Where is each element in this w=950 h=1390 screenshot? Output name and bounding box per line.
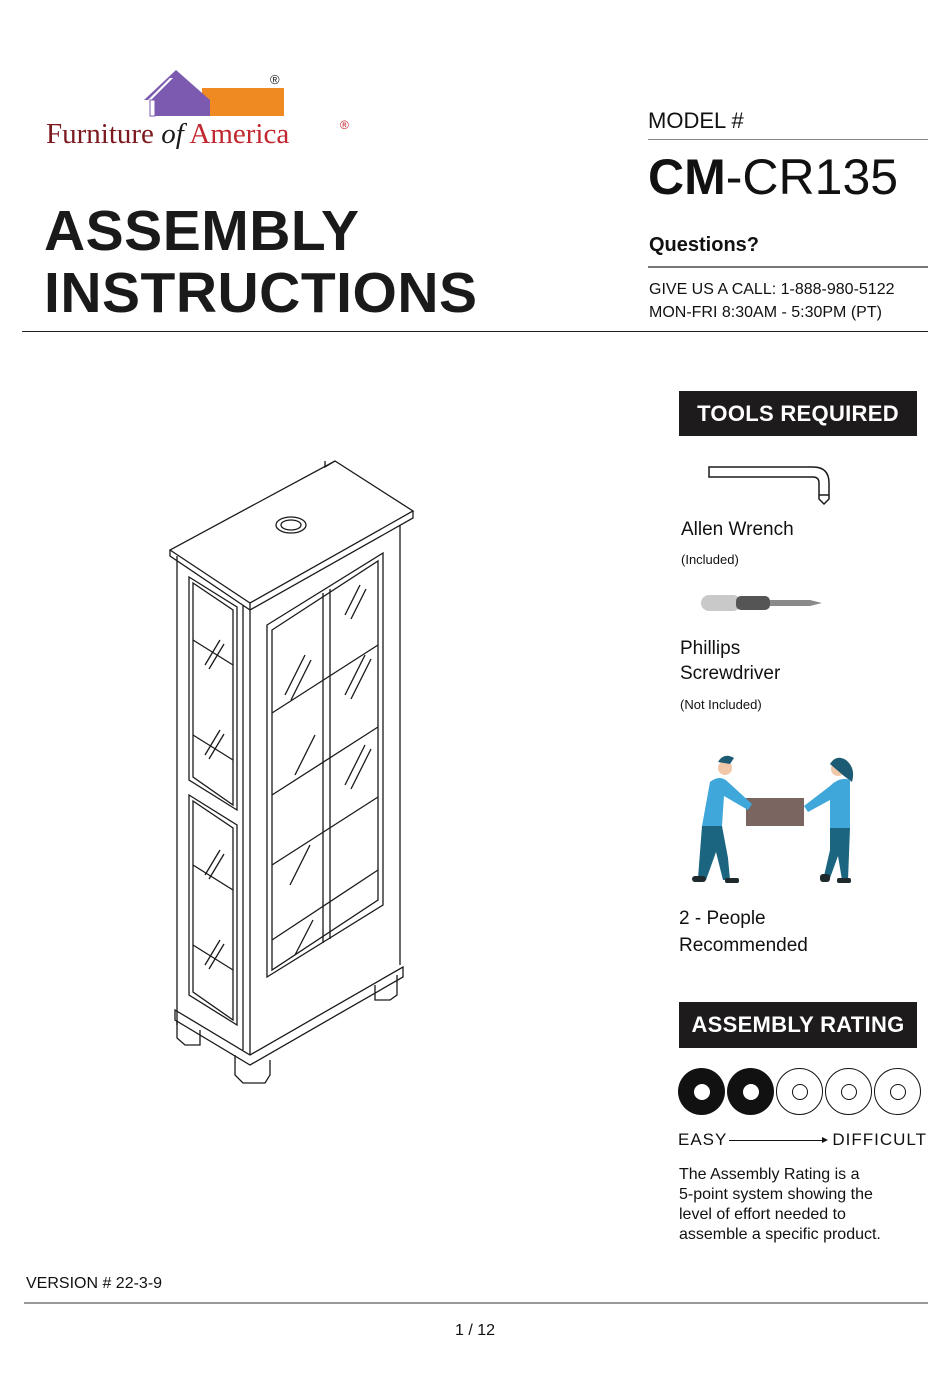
questions-heading: Questions?: [649, 234, 760, 256]
tool-label-line2: Screwdriver: [680, 663, 781, 684]
brand-name-part2: of: [161, 118, 184, 150]
tool-note-allen-wrench: (Included): [681, 552, 739, 567]
brand-name: [46, 118, 289, 151]
rating-disc-filled-icon: [727, 1068, 774, 1115]
tool-note-screwdriver: (Not Included): [680, 697, 762, 712]
easy-label: EASY: [678, 1130, 728, 1149]
scale-arrow-icon: [729, 1140, 824, 1141]
people-recommendation: [679, 905, 808, 959]
brand-name-part3: America: [189, 118, 290, 150]
brand-name-part1: Furniture: [46, 118, 154, 150]
header-divider: [22, 331, 928, 332]
model-label: MODEL #: [648, 108, 744, 133]
glass-curio-cabinet-illustration: [165, 455, 425, 1085]
rating-desc-line: 5-point system showing the: [679, 1186, 873, 1203]
title-line-1: ASSEMBLY: [44, 199, 360, 263]
rating-disc-empty-icon: [776, 1068, 823, 1115]
people-line2: Recommended: [679, 935, 808, 956]
title-line-2: INSTRUCTIONS: [44, 261, 478, 325]
rating-disc-empty-icon: [874, 1068, 921, 1115]
difficulty-scale: [678, 1130, 927, 1150]
page-number: 1 / 12: [454, 1322, 496, 1339]
tools-required-heading: TOOLS REQUIRED: [679, 391, 917, 436]
model-number: [648, 148, 898, 206]
two-people-carrying-icon: [680, 752, 870, 892]
tool-label-allen-wrench: Allen Wrench: [681, 519, 794, 540]
screwdriver-icon: [698, 590, 824, 616]
tool-label-screwdriver: [680, 636, 780, 686]
version-label: VERSION # 22-3-9: [26, 1275, 163, 1292]
phone-line: GIVE US A CALL: 1-888-980-5122: [649, 281, 895, 298]
allen-wrench-icon: [705, 463, 835, 509]
assembly-rating-heading: ASSEMBLY RATING: [679, 1002, 917, 1048]
contact-info: [649, 278, 894, 324]
rating-disc-filled-icon: [678, 1068, 725, 1115]
rating-description: [679, 1165, 919, 1245]
hours-line: MON-FRI 8:30AM - 5:30PM (PT): [649, 304, 882, 321]
footer-divider: [24, 1302, 928, 1304]
assembly-rating-discs: [678, 1068, 921, 1115]
rating-desc-line: assemble a specific product.: [679, 1226, 881, 1243]
page-title: [44, 200, 478, 324]
model-suffix: -CR135: [725, 149, 899, 205]
people-line1: 2 - People: [679, 908, 766, 929]
registered-mark-2: ®: [340, 118, 349, 132]
difficult-label: DIFFICULT: [832, 1130, 927, 1149]
divider: [648, 266, 928, 268]
rating-desc-line: The Assembly Rating is a: [679, 1166, 860, 1183]
brand-logo-house-icon: [140, 66, 290, 120]
model-prefix: CM: [648, 149, 726, 205]
divider: [648, 139, 928, 140]
registered-mark: ®: [270, 72, 280, 87]
rating-disc-empty-icon: [825, 1068, 872, 1115]
tool-label-line1: Phillips: [680, 638, 741, 659]
rating-desc-line: level of effort needed to: [679, 1206, 846, 1223]
